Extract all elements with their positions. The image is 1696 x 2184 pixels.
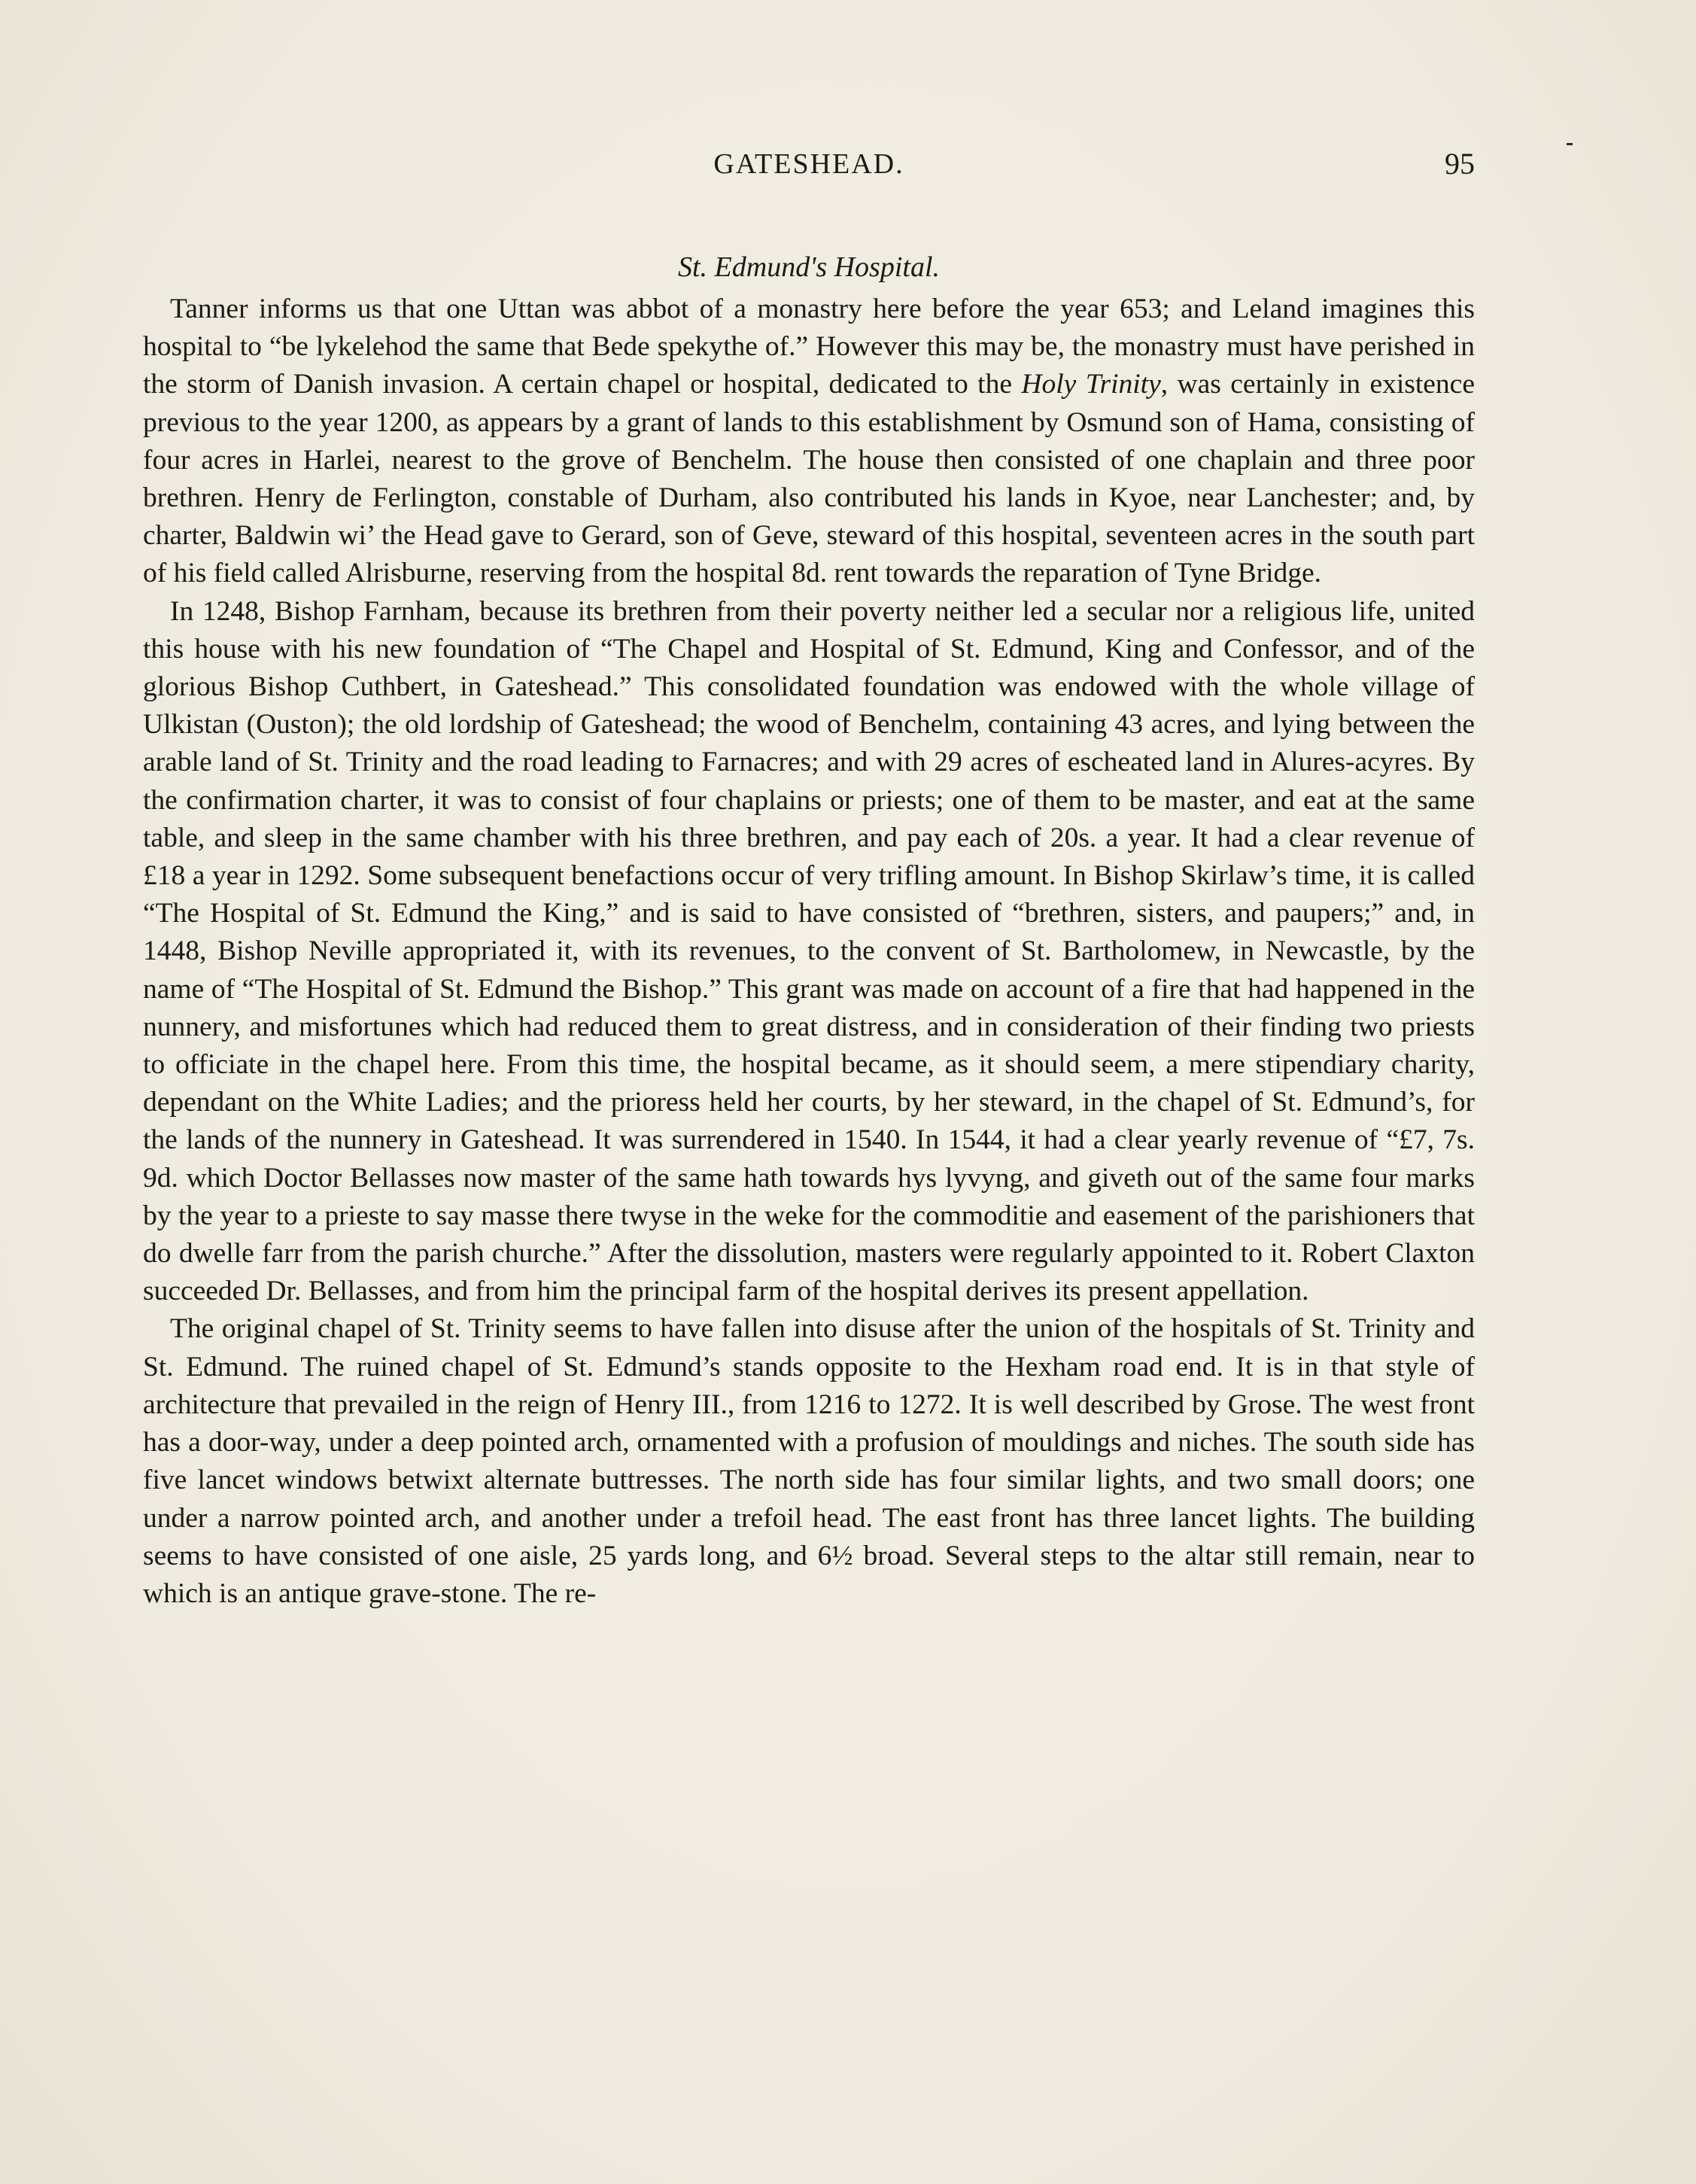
paragraph-1-part-a: Tanner informs us that one Uttan was abbot of a monastry here before the year 653; and Leland imagines this hospital to “be lykelehod the same that Bede spekythe of.” However this may be, the monastry must have perished in the storm of Danish invasion. A certain chapel or hospital, dedicated to the: [143, 294, 1475, 400]
paragraph-2: In 1248, Bishop Farnham, because its brethren from their poverty neither led a secular nor a religious life, united this house with his new foundation of “The Chapel and Hospital of St. Edmund, King and Confessor, and of the glorious Bishop Cuthbert, in Gateshead.” This consolidated foundation was endowed with the whole village of Ulkistan (Ouston); the old lordship of Gateshead; the wood of Benchelm, containing 43 acres, and lying between the arable land of St. Trinity and the road leading to Farnacres; and with 29 acres of escheated land in Alures-acyres. By the confirmation charter, it was to consist of four chaplains or priests; one of them to be master, and eat at the same table, and sleep in the same chamber with his three brethren, and pay each of 20s. a year. It had a clear revenue of £18 a year in 1292. Some subsequent benefactions occur of very trifling amount. In Bishop Skirlaw’s time, it is called “The Hospital of St. Edmund the King,” and is said to have consisted of “brethren, sisters, and paupers;” and, in 1448, Bishop Neville appropriated it, with its revenues, to the convent of St. Bartholomew, in Newcastle, by the name of “The Hospital of St. Edmund the Bishop.” This grant was made on account of a fire that had happened in the nunnery, and misfortunes which had reduced them to great distress, and in consideration of their finding two priests to officiate in the chapel here. From this time, the hospital became, as it should seem, a mere stipendiary charity, dependant on the White Ladies; and the prioress held her courts, by her steward, in the chapel of St. Edmund’s, for the lands of the nunnery in Gateshead. It was surrendered in 1540. In 1544, it had a clear yearly revenue of “£7, 7s. 9d. which Doctor Bellasses now master of the same hath towards hys lyvyng, and giveth out of the same four marks by the year to a prieste to say masse there twyse in the weke for the commoditie and easement of the parishioners that do dwelle farr from the parish churche.” After the dissolution, masters were regularly appointed to it. Robert Claxton succeeded Dr. Bellasses, and from him the principal farm of the hospital derives its present appellation.: [143, 595, 1475, 1307]
running-title: GATESHEAD.: [713, 148, 904, 180]
paragraph-1-part-b: , was certainly in existence previous to the year 1200, as appears by a grant of lands to this establishment by Osmund son of Hama, consisting of four acres in Harlei, nearest to the grove of Benchelm. The house then consisted of one chaplain and three poor brethren. Henry de Ferlington, constable of Durham, also contributed his lands in Kyoe, near Lanchester; and, by charter, Baldwin wi’ the Head gave to Gerard, son of Geve, steward of this hospital, seventeen acres in the south part of his field called Alrisburne, reserving from the hospital 8d. rent towards the reparation of Tyne Bridge.: [143, 369, 1475, 589]
stray-ink-mark: [1567, 143, 1573, 145]
paragraph-1: [143, 290, 1475, 593]
paragraph-1-italic: Holy Trinity: [1021, 369, 1161, 400]
page-number: 95: [1445, 147, 1475, 181]
paragraph-3: The original chapel of St. Trinity seems to have fallen into disuse after the union of the hospitals of St. Trinity and St. Edmund. The ruined chapel of St. Edmund’s stands opposite to the Hexham road end. It is in that style of architecture that prevailed in the reign of Henry III., from 1216 to 1272. It is well described by Grose. The west front has a door-way, under a deep pointed arch, ornamented with a profusion of mouldings and niches. The south side has five lancet windows betwixt alternate buttresses. The north side has four similar lights, and two small doors; one under a narrow pointed arch, and another under a trefoil head. The east front has three lancet lights. The building seems to have consisted of one aisle, 25 yards long, and 6½ broad. Several steps to the altar still remain, near to which is an antique grave-stone. The re-: [143, 1313, 1475, 1609]
running-head: [143, 143, 1475, 185]
section-heading: St. Edmund's Hospital.: [677, 251, 941, 283]
body-text: [143, 290, 1475, 1613]
